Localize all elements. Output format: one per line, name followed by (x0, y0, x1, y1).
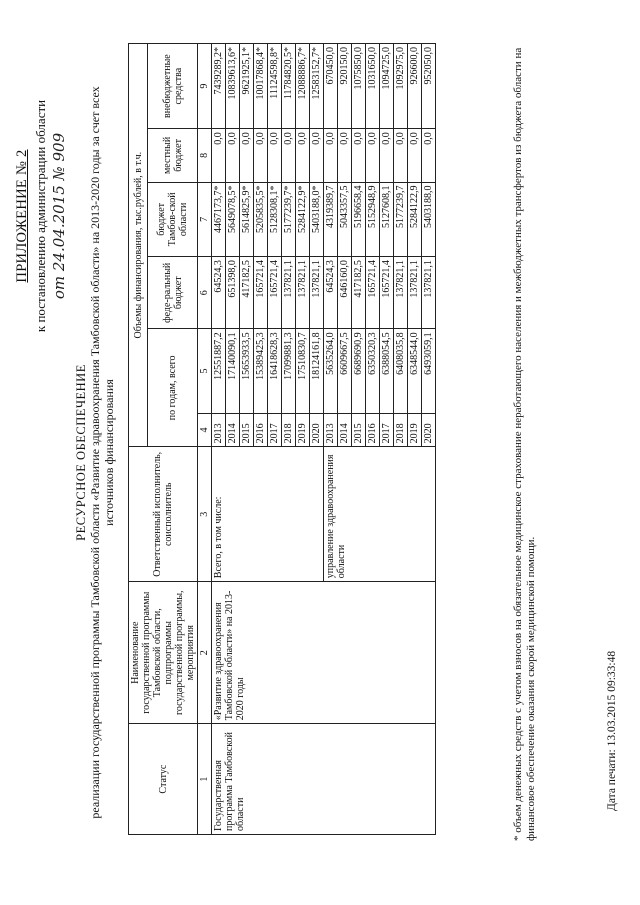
header-volume: Объемы финансирования, тыс.рублей, в т.ч. (129, 44, 148, 447)
federal-cell: 165721,4 (380, 257, 394, 329)
federal-cell: 417182,5 (352, 257, 366, 329)
regional-cell: 5403188,0* (310, 182, 324, 257)
offbudget-cell: 1031650,0 (366, 44, 380, 129)
col-number: 3 (198, 447, 212, 582)
local-cell: 0,0 (366, 129, 380, 182)
year-cell: 2016 (366, 413, 380, 447)
appendix-block (14, 36, 68, 396)
offbudget-cell: 9621925,1* (240, 44, 254, 129)
total-cell: 15389425,3 (254, 329, 268, 413)
col-number: 7 (198, 182, 212, 257)
year-cell: 2017 (380, 413, 394, 447)
program-name-cell: «Развитие здравоохранения Тамбовской области» на 2013-2020 годы (212, 582, 436, 724)
appendix-resolution-line: к постановлению администрации области (33, 99, 48, 333)
offbudget-cell: 670450,0 (324, 44, 338, 129)
federal-cell: 165721,4 (254, 257, 268, 329)
regional-cell: 5614825,9* (240, 182, 254, 257)
financing-table (128, 43, 436, 835)
print-date: Дата печати: 13.03.2015 09:33:48 (606, 650, 618, 811)
local-cell: 0,0 (422, 129, 436, 182)
regional-cell: 4467173,7* (212, 182, 226, 257)
federal-cell: 64524,3 (212, 257, 226, 329)
header-executor: Ответственный исполнитель, соисполнитель (129, 447, 198, 582)
table-row (212, 44, 226, 835)
header-regional: бюджет Тамбов-ской области (148, 182, 198, 257)
regional-cell: 5649078,5* (226, 182, 240, 257)
regional-cell: 5205835,5* (254, 182, 268, 257)
table-body (212, 44, 436, 835)
year-cell: 2015 (352, 413, 366, 447)
local-cell: 0,0 (352, 129, 366, 182)
regional-cell: 5177239,7* (282, 182, 296, 257)
heading-subtitle: реализации государственной программы Тамбовской области «Развитие здравоохранения Тамбовской области» на 2013-2020 годы за счет всех (88, 86, 102, 819)
local-cell: 0,0 (212, 129, 226, 182)
total-cell: 18124161,8 (310, 329, 324, 413)
local-cell: 0,0 (254, 129, 268, 182)
total-cell: 6493059,1 (422, 329, 436, 413)
federal-cell: 137821,1 (422, 257, 436, 329)
regional-cell: 5043357,5 (338, 182, 352, 257)
federal-cell: 417182,5 (240, 257, 254, 329)
regional-cell: 4319389,7 (324, 182, 338, 257)
offbudget-cell: 926600,0 (408, 44, 422, 129)
col-number: 9 (198, 44, 212, 129)
total-cell: 6408035,8 (394, 329, 408, 413)
executor-cell: управление здравоохранения области (324, 447, 436, 582)
federal-cell: 137821,1 (408, 257, 422, 329)
year-cell: 2020 (310, 413, 324, 447)
header-offbudget: внебюджетные средства (148, 44, 198, 129)
offbudget-cell: 7439289,2* (212, 44, 226, 129)
total-cell: 6350320,3 (366, 329, 380, 413)
header-federal: феде-ральный бюджет (148, 257, 198, 329)
offbudget-cell: 1094725,0 (380, 44, 394, 129)
document-heading (74, 40, 116, 865)
header-status: Статус (129, 724, 198, 835)
offbudget-cell: 12583152,7* (310, 44, 324, 129)
offbudget-cell: 1092975,0 (394, 44, 408, 129)
year-cell: 2018 (282, 413, 296, 447)
year-cell: 2014 (226, 413, 240, 447)
offbudget-cell: 952050,0 (422, 44, 436, 129)
local-cell: 0,0 (394, 129, 408, 182)
offbudget-cell: 920150,0 (338, 44, 352, 129)
local-cell: 0,0 (240, 129, 254, 182)
header-local: местный бюджет (148, 129, 198, 182)
header-name: Наименование государственной программы Тамбовской области, подпрограммы государственной программы, мероприятия (129, 582, 198, 724)
regional-cell: 5128308,1* (268, 182, 282, 257)
year-cell: 2019 (408, 413, 422, 447)
header-total: по годам, всего (148, 329, 198, 447)
executor-cell: Всего, в том числе: (212, 447, 324, 582)
year-cell: 2014 (338, 413, 352, 447)
heading-title: РЕСУРСНОЕ ОБЕСПЕЧЕНИЕ (74, 364, 88, 541)
offbudget-cell: 11124598,8* (268, 44, 282, 129)
offbudget-cell: 10839613,6* (226, 44, 240, 129)
year-cell: 2017 (268, 413, 282, 447)
offbudget-cell: 12088886,7* (296, 44, 310, 129)
year-cell: 2015 (240, 413, 254, 447)
footnote: * объем денежных средств с учетом взносов на обязательное медицинское страхование неработающего населения и межбюджетных трансфертов из бюджета области на финансовое обеспечение оказания скорой медицинской помощи. (512, 47, 537, 841)
total-cell: 17099881,3 (282, 329, 296, 413)
local-cell: 0,0 (226, 129, 240, 182)
local-cell: 0,0 (324, 129, 338, 182)
year-cell: 2016 (254, 413, 268, 447)
year-cell: 2013 (324, 413, 338, 447)
heading-subtitle-2: источников финансирования (102, 379, 116, 526)
col-number: 5 (198, 329, 212, 413)
year-cell: 2019 (296, 413, 310, 447)
local-cell: 0,0 (296, 129, 310, 182)
handwritten-date-number: от 24.04.2015 № 909 (50, 132, 68, 300)
total-cell: 6609667,5 (338, 329, 352, 413)
appendix-title: ПРИЛОЖЕНИЕ № 2 (14, 149, 30, 283)
col-number: 1 (198, 724, 212, 835)
total-cell: 16418628,3 (268, 329, 282, 413)
regional-cell: 5177239,7 (394, 182, 408, 257)
col-number: 8 (198, 129, 212, 182)
federal-cell: 137821,1 (310, 257, 324, 329)
total-cell: 17140090,1 (226, 329, 240, 413)
column-number-row (198, 44, 212, 835)
total-cell: 6689690,9 (352, 329, 366, 413)
year-cell: 2018 (394, 413, 408, 447)
federal-cell: 137821,1 (282, 257, 296, 329)
total-cell: 12551887,2 (212, 329, 226, 413)
regional-cell: 5127608,1 (380, 182, 394, 257)
year-cell: 2013 (212, 413, 226, 447)
local-cell: 0,0 (282, 129, 296, 182)
col-number: 6 (198, 257, 212, 329)
federal-cell: 137821,1 (394, 257, 408, 329)
offbudget-cell: 1075850,0 (352, 44, 366, 129)
status-cell: Государственная программа Тамбовской области (212, 724, 436, 835)
local-cell: 0,0 (408, 129, 422, 182)
total-cell: 6348544,0 (408, 329, 422, 413)
federal-cell: 137821,1 (296, 257, 310, 329)
local-cell: 0,0 (310, 129, 324, 182)
local-cell: 0,0 (268, 129, 282, 182)
federal-cell: 651398,0 (226, 257, 240, 329)
regional-cell: 5284122,9 (408, 182, 422, 257)
regional-cell: 5284122,9* (296, 182, 310, 257)
year-cell: 2020 (422, 413, 436, 447)
federal-cell: 646160,0 (338, 257, 352, 329)
offbudget-cell: 11784820,5* (282, 44, 296, 129)
local-cell: 0,0 (380, 129, 394, 182)
federal-cell: 165721,4 (268, 257, 282, 329)
total-cell: 6388054,5 (380, 329, 394, 413)
total-cell: 15653933,5 (240, 329, 254, 413)
federal-cell: 64524,3 (324, 257, 338, 329)
col-number: 2 (198, 582, 212, 724)
regional-cell: 5196658,4 (352, 182, 366, 257)
col-number: 4 (198, 413, 212, 447)
total-cell: 17510830,7 (296, 329, 310, 413)
regional-cell: 5403188,0 (422, 182, 436, 257)
offbudget-cell: 10017868,4* (254, 44, 268, 129)
federal-cell: 165721,4 (366, 257, 380, 329)
regional-cell: 5152948,9 (366, 182, 380, 257)
total-cell: 5635264,0 (324, 329, 338, 413)
local-cell: 0,0 (338, 129, 352, 182)
